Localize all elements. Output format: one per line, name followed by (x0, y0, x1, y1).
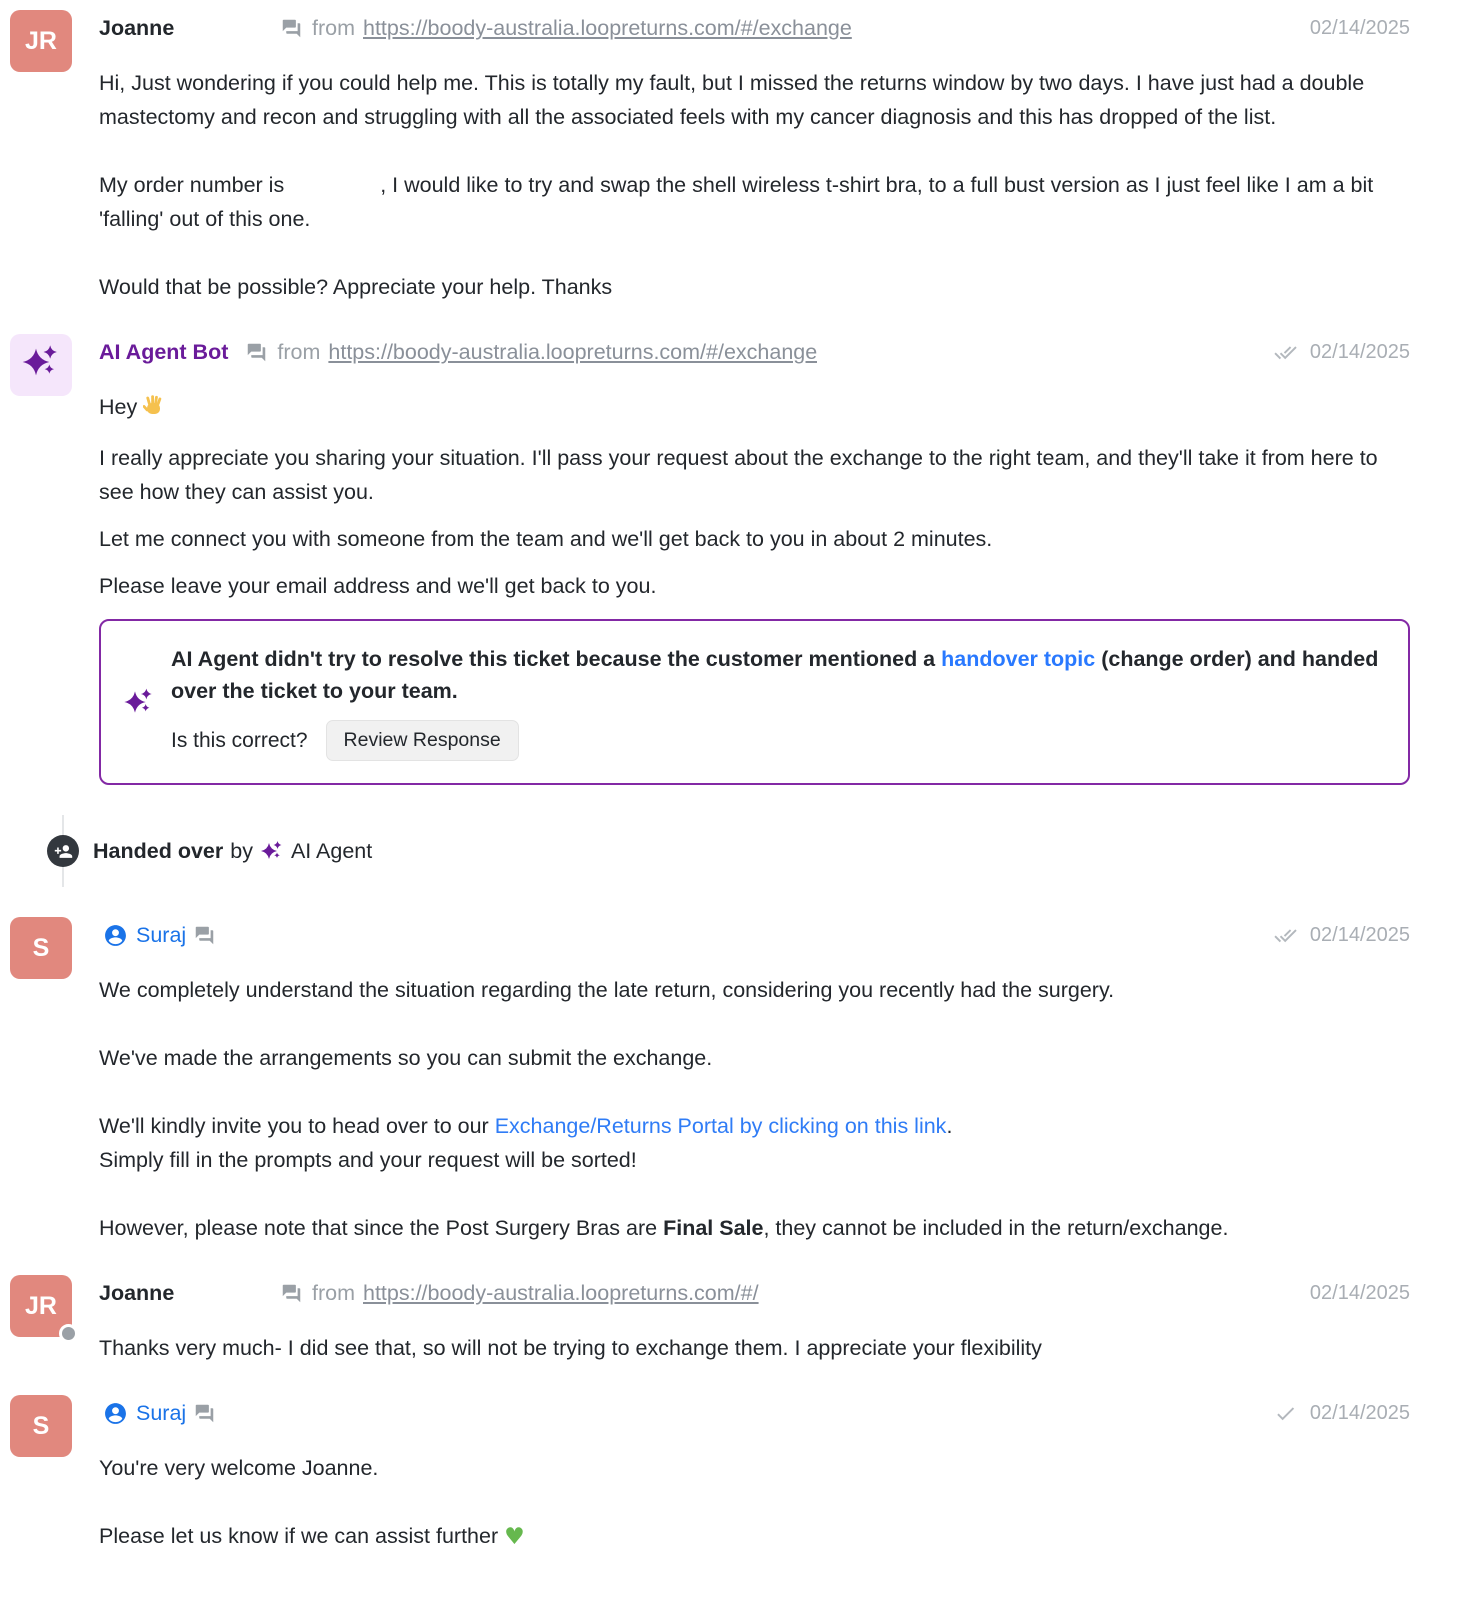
order-text-prefix: My order number is (99, 173, 285, 197)
message-header (99, 922, 1410, 948)
final-sale-prefix: However, please note that since the Post Surgery Bras are (99, 1216, 664, 1240)
note-text-prefix: AI Agent didn't try to resolve this ticket because the customer mentioned a (171, 647, 942, 671)
message-joanne-1 (10, 10, 1410, 304)
message-header (99, 15, 1410, 41)
avatar-initials: JR (25, 1291, 57, 1320)
message-date: 02/14/2025 (1309, 1282, 1410, 1304)
avatar-ai-agent (10, 334, 72, 396)
chat-channel-icon (281, 1283, 302, 1304)
message-paragraph: I really appreciate you sharing your situation. I'll pass your request about the exchange to the right team, and they'll take it from here to see how they can assist you. (99, 446, 1378, 504)
message-line: Simply fill in the prompts and your request will be sorted! (99, 1148, 637, 1172)
message-paragraph: You're very welcome Joanne. (99, 1456, 379, 1480)
author-name: Joanne (99, 1281, 175, 1305)
review-response-button[interactable]: Review Response (326, 720, 519, 761)
final-sale-bold: Final Sale (663, 1216, 764, 1240)
message-paragraph (99, 168, 1410, 236)
assist-text: Please let us know if we can assist further (99, 1524, 499, 1548)
note-question: Is this correct? (171, 728, 308, 752)
message-paragraph (99, 1519, 1410, 1554)
avatar-joanne (10, 1275, 72, 1337)
avatar-suraj (10, 1395, 72, 1457)
message-suraj-1 (10, 917, 1410, 1245)
message-date: 02/14/2025 (1309, 924, 1410, 946)
single-check-icon (1274, 1402, 1297, 1425)
avatar-initials: JR (25, 26, 57, 55)
message-suraj-2 (10, 1395, 1410, 1554)
message-ai-agent-bot (10, 334, 1410, 785)
final-sale-suffix: , they cannot be included in the return/exchange. (763, 1216, 1229, 1240)
event-by-label: by (230, 838, 253, 863)
avatar-initials: S (32, 1411, 50, 1440)
message-date: 02/14/2025 (1309, 1402, 1410, 1424)
ai-sparkle-icon (123, 686, 155, 718)
handover-event (10, 815, 1410, 887)
message-paragraph (99, 1109, 1410, 1177)
handover-topic-link[interactable]: handover topic (941, 647, 1096, 671)
message-paragraph (99, 390, 1410, 428)
source-label: from (277, 340, 321, 364)
message-header (99, 339, 1410, 365)
avatar-joanne (10, 10, 72, 72)
source-url-link[interactable]: https://boody-australia.loopreturns.com/#/exchange (363, 16, 852, 40)
portal-text-prefix: We'll kindly invite you to head over to our (99, 1114, 495, 1138)
note-text-suffix: (change order) and handed over the ticket to your team. (171, 647, 1379, 703)
chat-channel-icon (194, 1403, 215, 1424)
author-name: AI Agent Bot (99, 340, 229, 364)
event-agent-label: AI Agent (290, 838, 373, 863)
message-date: 02/14/2025 (1309, 341, 1410, 363)
source-label: from (312, 16, 355, 40)
source-label: from (312, 1281, 355, 1305)
ai-sparkle-icon (260, 839, 284, 863)
message-paragraph: We've made the arrangements so you can submit the exchange. (99, 1046, 713, 1070)
returns-portal-link[interactable]: Exchange/Returns Portal by clicking on this link (494, 1114, 947, 1138)
wave-emoji (143, 394, 167, 428)
message-date: 02/14/2025 (1309, 17, 1410, 39)
author-name: Joanne (99, 16, 175, 40)
account-circle-icon (103, 1401, 128, 1426)
offline-presence-dot (59, 1324, 78, 1343)
portal-text-suffix: . (946, 1114, 953, 1138)
message-paragraph: Would that be possible? Appreciate your help. Thanks (99, 275, 613, 299)
message-paragraph: Thanks very much- I did see that, so will not be trying to exchange them. I appreciate your flexibility (99, 1336, 1042, 1360)
author-name: Suraj (136, 923, 187, 947)
account-circle-icon (103, 923, 128, 948)
message-header (99, 1400, 1410, 1426)
ai-sparkle-icon (21, 342, 61, 389)
green-heart-emoji: ♥ (504, 1524, 525, 1550)
person-add-icon (47, 835, 79, 867)
message-header (99, 1280, 1410, 1306)
double-check-icon (1274, 341, 1297, 364)
message-paragraph: Please leave your email address and we'll get back to you. (99, 574, 657, 598)
message-paragraph: Let me connect you with someone from the team and we'll get back to you in about 2 minutes. (99, 527, 993, 551)
source-url-link[interactable]: https://boody-australia.loopreturns.com/#/exchange (328, 340, 818, 364)
double-check-icon (1274, 924, 1297, 947)
chat-channel-icon (246, 342, 267, 363)
message-line (99, 1109, 1410, 1143)
source-url-link[interactable]: https://boody-australia.loopreturns.com/#/ (363, 1281, 759, 1305)
message-paragraph: Hi, Just wondering if you could help me. This is totally my fault, but I missed the returns window by two days. I have just had a double mastectomy and recon and struggling with all the associated feels with my cancer diagnosis and this has dropped of the list. (99, 71, 1365, 129)
order-text-suffix: , I would like to try and swap the shell wireless t-shirt bra, to a full bust version as I just feel like I am a bit 'falling' out of this one. (99, 173, 1374, 231)
chat-channel-icon (194, 925, 215, 946)
greeting-text: Hey (99, 395, 138, 419)
message-paragraph (99, 1211, 1410, 1245)
event-title: Handed over (93, 838, 224, 863)
message-paragraph: We completely understand the situation regarding the late return, considering you recently had the surgery. (99, 978, 1115, 1002)
avatar-initials: S (32, 933, 50, 962)
handover-event-text (93, 839, 372, 864)
chat-channel-icon (281, 18, 302, 39)
ai-agent-handover-note (99, 619, 1410, 785)
note-text (171, 643, 1382, 707)
author-name: Suraj (136, 1401, 187, 1425)
avatar-suraj (10, 917, 72, 979)
message-joanne-2 (10, 1275, 1410, 1365)
